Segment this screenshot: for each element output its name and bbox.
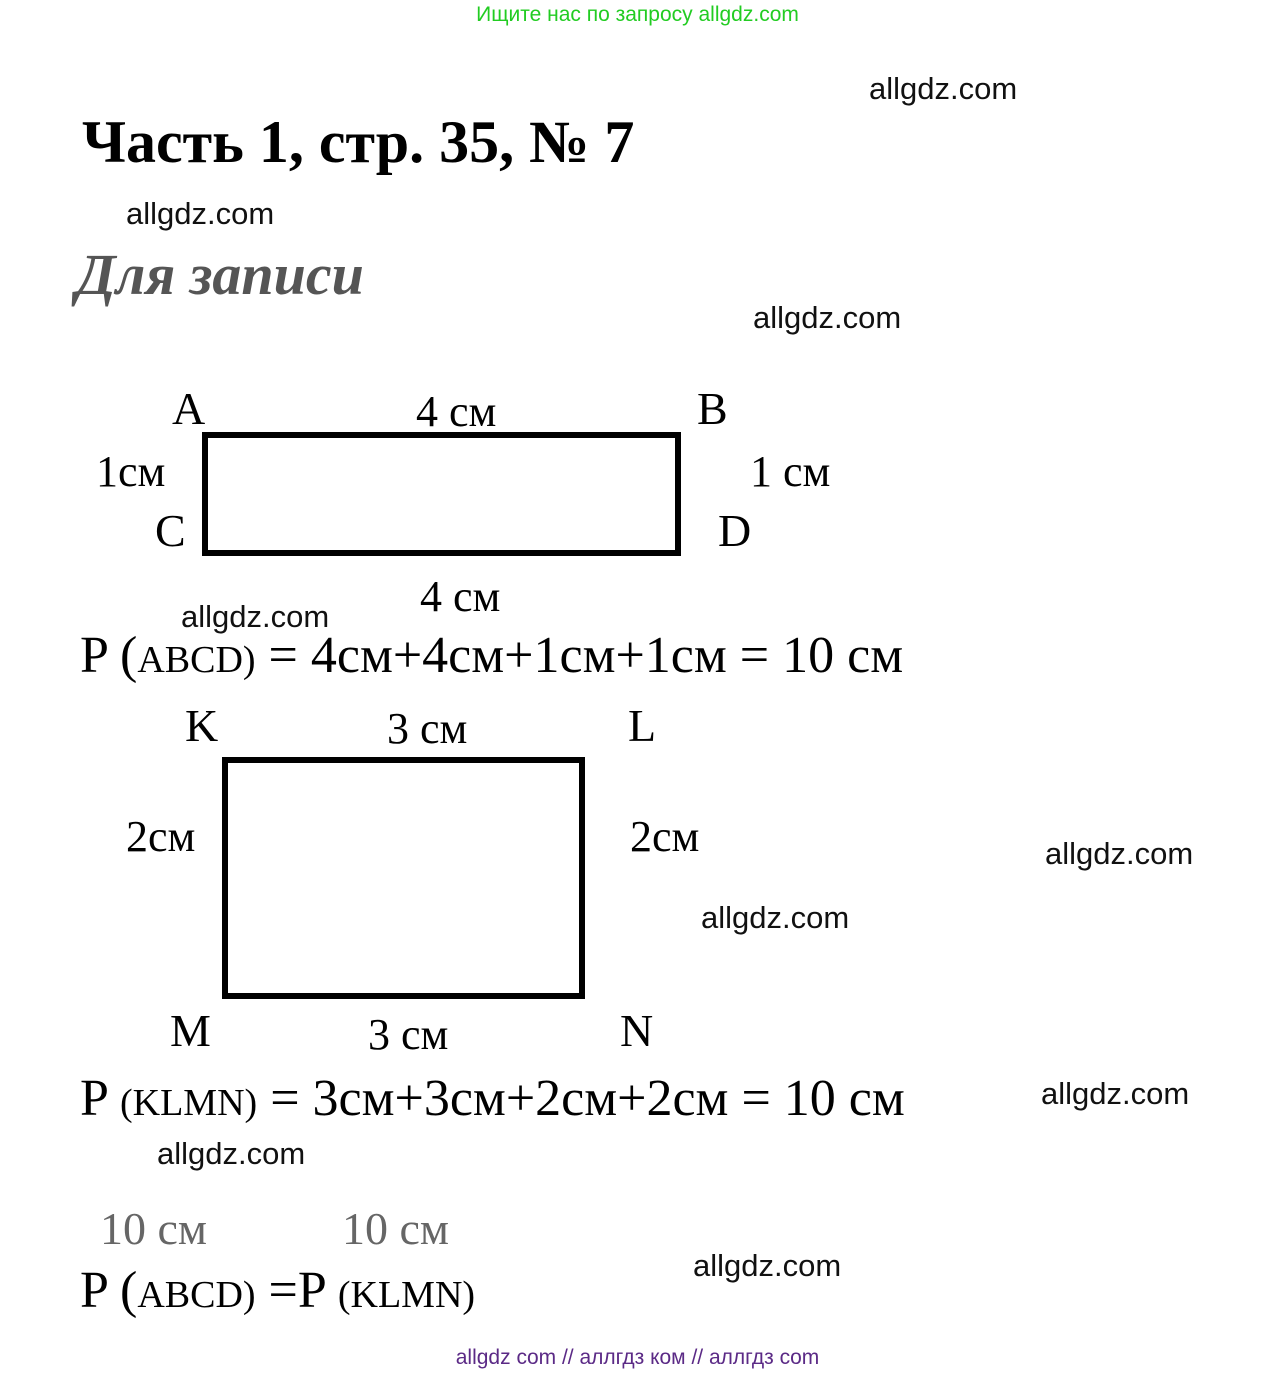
formula-expression: = 3см+3см+2см+2см = 10 см [257,1070,905,1127]
page-title: Часть 1, стр. 35, № 7 [82,109,635,175]
perimeter-formula-abcd [80,627,904,684]
side-length-left: 1см [96,447,166,496]
vertex-label-c: C [155,505,186,556]
footer-links[interactable]: allgdz com // аллгдз ком // аллгдз com [455,1346,820,1369]
side-length-top: 4 см [416,387,497,436]
rectangle-abcd [202,432,681,556]
vertex-label-d: D [718,505,752,556]
equals-perimeter: =P [255,1262,338,1319]
perimeter-comparison [80,1262,476,1319]
figure-name: (KLMN) [337,1274,476,1316]
watermark: allgdz.com [1041,1076,1190,1111]
perimeter-symbol: P ( [80,1262,138,1319]
watermark: allgdz.com [753,300,902,335]
formula-expression: = 4см+4см+1см+1см = 10 см [255,627,904,684]
watermark: allgdz.com [181,599,330,634]
side-length-bottom: 4 см [420,572,501,621]
watermark: allgdz.com [126,196,275,231]
watermark: allgdz.com [869,71,1018,106]
figure-name: ABCD) [137,639,256,681]
top-banner[interactable]: Ищите нас по запросу allgdz.com [476,3,799,26]
side-length-right: 2см [630,812,700,861]
watermark: allgdz.com [701,900,850,935]
perimeter-value-klmn: 10 см [342,1203,450,1254]
vertex-label-b: B [697,383,728,434]
vertex-label-a: A [172,383,206,434]
side-length-bottom: 3 см [368,1010,449,1059]
watermark: allgdz.com [157,1136,306,1171]
side-length-top: 3 см [387,704,468,753]
rectangle-klmn [222,757,585,999]
figure-name: (KLMN) [120,1082,258,1124]
figure-name: ABCD) [137,1274,256,1316]
perimeter-value-abcd: 10 см [100,1203,208,1254]
vertex-label-m: M [170,1005,211,1056]
section-subtitle: Для записи [76,242,364,307]
vertex-label-l: L [628,700,657,751]
vertex-label-n: N [620,1005,654,1056]
perimeter-symbol: P ( [80,627,138,684]
perimeter-symbol: P [80,1070,120,1127]
watermark: allgdz.com [1045,836,1194,871]
perimeter-formula-klmn [80,1070,905,1127]
side-length-right: 1 см [750,447,831,496]
watermark: allgdz.com [693,1248,842,1283]
side-length-left: 2см [126,812,196,861]
vertex-label-k: K [185,700,219,751]
